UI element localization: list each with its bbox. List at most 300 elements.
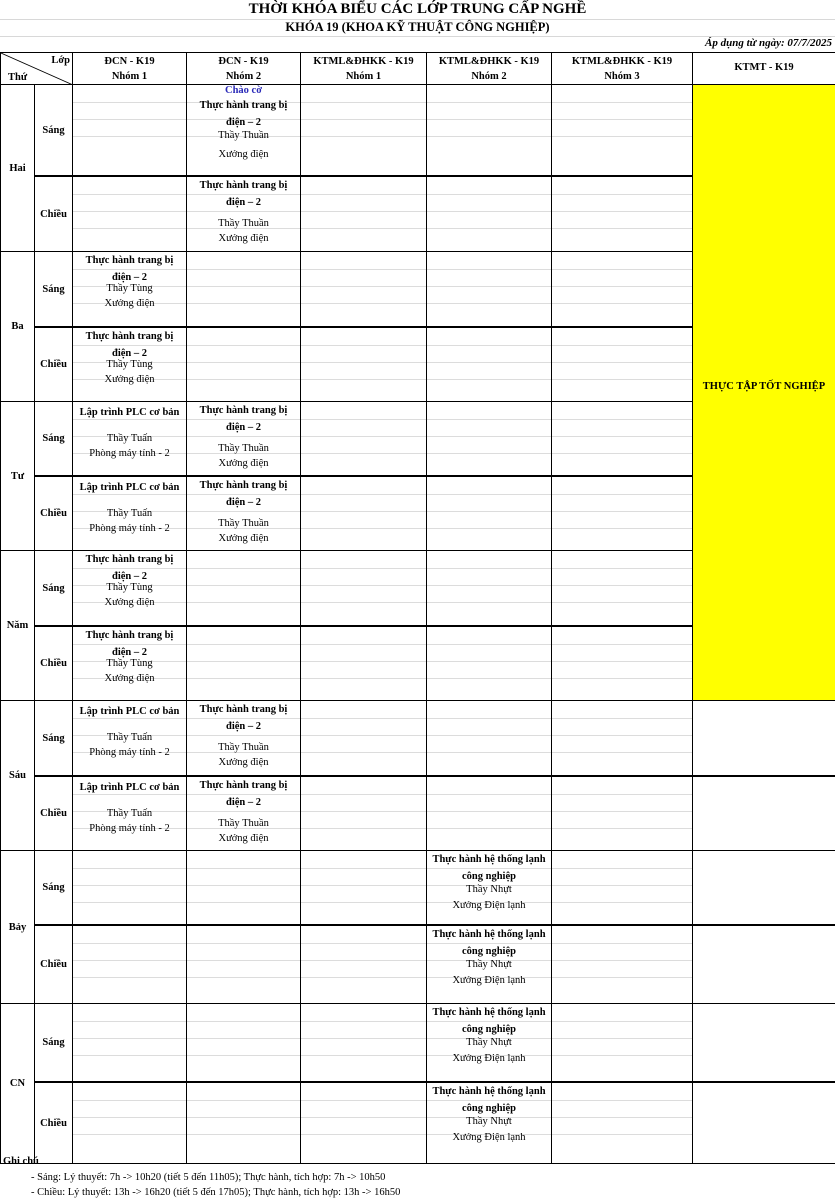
subject-name: Thực hành hệ thống lạnh công nghiệp: [432, 1086, 546, 1114]
room-name: Xưởng điện: [104, 298, 155, 309]
cell-content: [552, 328, 692, 401]
cell-gridline: [427, 419, 551, 420]
session-morning: Sáng: [35, 551, 73, 627]
cell-gridline: [552, 828, 692, 829]
cell-gridline: [427, 494, 551, 495]
schedule-cell: [301, 626, 427, 701]
corner-day-label: Thứ: [8, 72, 28, 83]
cell-content: [187, 701, 300, 775]
cell-content: [187, 926, 300, 1003]
cell-content: [187, 402, 300, 475]
teacher-name: Thầy Thuần: [218, 443, 269, 454]
cell-gridline: [552, 943, 692, 944]
notes-label: Ghi chú: [3, 1156, 39, 1167]
day-ba: Ba: [1, 252, 35, 402]
cell-gridline: [427, 718, 551, 719]
cell-gridline: [552, 602, 692, 603]
schedule-cell: [301, 85, 427, 177]
col-header-group: Nhóm 1: [111, 71, 148, 82]
cell-content: [73, 701, 186, 775]
session-afternoon: Chiều: [35, 476, 73, 551]
schedule-cell: [552, 1004, 693, 1083]
cell-gridline: [301, 1117, 426, 1118]
schedule-cell: [552, 176, 693, 252]
ktmt-cell: [693, 701, 835, 777]
teacher-name: Thầy Nhựt: [466, 1037, 512, 1048]
cell-content: [552, 851, 692, 924]
cell-content: [187, 551, 300, 625]
cell-gridline: [301, 902, 426, 903]
cell-gridline: [187, 379, 300, 380]
room-name: Xưởng Điện lạnh: [452, 1053, 526, 1064]
session-morning: Sáng: [35, 85, 73, 177]
applied-date: Áp dụng từ ngày: 07/7/2025: [705, 37, 832, 49]
cell-gridline: [187, 436, 300, 437]
cell-content: [301, 328, 426, 401]
cell-content: [187, 177, 300, 251]
cell-gridline: [187, 644, 300, 645]
subject-name: Lập trình PLC cơ bản: [79, 782, 180, 793]
schedule-cell: [427, 626, 552, 701]
cell-content: [427, 926, 551, 1003]
cell-gridline: [552, 585, 692, 586]
room-name: Xưởng điện: [218, 533, 269, 544]
cell-gridline: [187, 960, 300, 961]
subject-name: Thực hành trang bị điện – 2: [199, 780, 288, 808]
cell-gridline: [552, 1100, 692, 1101]
cell-content: [187, 252, 300, 326]
cell-gridline: [301, 960, 426, 961]
schedule-cell: [552, 252, 693, 328]
cell-gridline: [552, 977, 692, 978]
col-header-ktmt: [693, 53, 835, 85]
room-name: Phòng máy tính - 2: [89, 448, 170, 459]
cell-content: [552, 627, 692, 700]
subject-name: Thực hành hệ thống lạnh công nghiệp: [432, 929, 546, 957]
teacher-name: Thầy Tùng: [106, 283, 153, 294]
cell-gridline: [427, 194, 551, 195]
subject-name: Lập trình PLC cơ bản: [79, 407, 180, 418]
cell-content: [427, 627, 551, 700]
header-row: [1, 53, 835, 85]
cell-content: [552, 85, 692, 175]
session-afternoon: Chiều: [35, 327, 73, 402]
cell-content: [73, 1004, 186, 1081]
cell-content: [427, 551, 551, 625]
schedule-cell: [73, 252, 187, 328]
teacher-name: Thầy Thuần: [218, 742, 269, 753]
col-header-class: KTML&ĐHKK - K19: [571, 56, 673, 67]
cell-gridline: [552, 1117, 692, 1118]
subject-name: Thực hành trang bị điện – 2: [85, 331, 174, 359]
schedule-cell: [73, 327, 187, 402]
cell-gridline: [552, 453, 692, 454]
col-header-ktml-n3: [552, 53, 693, 85]
cell-gridline: [301, 644, 426, 645]
schedule-cell: [552, 327, 693, 402]
cell-gridline: [301, 453, 426, 454]
subject-name: Thực hành hệ thống lạnh công nghiệp: [432, 854, 546, 882]
subject-name: Thực hành trang bị điện – 2: [199, 704, 288, 732]
ktmt-cell: [693, 851, 835, 926]
col-header-group: Nhóm 2: [471, 71, 507, 82]
cell-content: [552, 402, 692, 475]
cell-gridline: [301, 602, 426, 603]
col-header-class: ĐCN - K19: [218, 56, 269, 67]
schedule-cell: [552, 1082, 693, 1164]
cell-gridline: [552, 960, 692, 961]
cell-gridline: [73, 1134, 186, 1135]
day-tu: Tư: [1, 402, 35, 551]
col-header-class: ĐCN - K19: [104, 56, 155, 67]
cell-gridline: [427, 568, 551, 569]
col-header-class: KTML&ĐHKK - K19: [438, 56, 540, 67]
subject-name: Lập trình PLC cơ bản: [79, 706, 180, 717]
schedule-cell: [552, 776, 693, 851]
cell-gridline: [427, 511, 551, 512]
cell-content: [301, 1004, 426, 1081]
cell-gridline: [427, 528, 551, 529]
schedule-cell: [552, 551, 693, 627]
session-morning: Sáng: [35, 402, 73, 477]
session-afternoon: Chiều: [35, 626, 73, 701]
cell-gridline: [427, 644, 551, 645]
cell-gridline: [552, 286, 692, 287]
schedule-cell: [73, 551, 187, 627]
schedule-cell: [427, 851, 552, 926]
cell-gridline: [552, 885, 692, 886]
cell-content: [427, 85, 551, 175]
cell-content: [73, 627, 186, 700]
cell-gridline: [427, 436, 551, 437]
cell-gridline: [552, 678, 692, 679]
cell-gridline: [427, 211, 551, 212]
schedule-cell: [73, 1004, 187, 1083]
cell-gridline: [427, 794, 551, 795]
cell-gridline: [427, 661, 551, 662]
cell-gridline: [73, 1038, 186, 1039]
cell-gridline: [301, 1134, 426, 1135]
teacher-name: Thầy Tuấn: [106, 808, 153, 819]
cell-gridline: [552, 362, 692, 363]
cell-gridline: [301, 345, 426, 346]
cell-gridline: [301, 977, 426, 978]
cell-gridline: [552, 661, 692, 662]
schedule-cell: [301, 1004, 427, 1083]
cell-gridline: [552, 102, 692, 103]
cell-gridline: [187, 1100, 300, 1101]
cell-gridline: [427, 228, 551, 229]
cell-gridline: [552, 752, 692, 753]
cell-gridline: [73, 194, 186, 195]
cell-gridline: [552, 868, 692, 869]
notes-afternoon: - Chiều: Lý thuyết: 13h -> 16h20 (tiết 5 đến 17h05); Thực hành, tích hợp: 13h -> 16h50: [31, 1187, 401, 1198]
teacher-name: Thầy Nhựt: [466, 1116, 512, 1127]
schedule-cell: [73, 176, 187, 252]
schedule-cell: [301, 551, 427, 627]
cell-gridline: [427, 811, 551, 812]
room-name: Phòng máy tính - 2: [89, 747, 170, 758]
schedule-cell: [187, 476, 301, 551]
teacher-name: Thầy Tuấn: [106, 433, 153, 444]
room-name: Xưởng Điện lạnh: [452, 900, 526, 911]
cell-gridline: [73, 868, 186, 869]
schedule-cell: [73, 85, 187, 177]
schedule-cell: [187, 551, 301, 627]
cell-gridline: [301, 1100, 426, 1101]
teacher-name: Thầy Tùng: [106, 359, 153, 370]
cell-content: [73, 851, 186, 924]
cell-content: [187, 328, 300, 401]
teacher-name: Thầy Thuần: [218, 218, 269, 229]
schedule-cell: [301, 476, 427, 551]
cell-gridline: [73, 977, 186, 978]
cell-content: [552, 1083, 692, 1163]
schedule-cell: [73, 925, 187, 1004]
schedule-cell: [301, 776, 427, 851]
subject-name: Thực hành hệ thống lạnh công nghiệp: [432, 1007, 546, 1035]
cell-gridline: [552, 494, 692, 495]
cell-content: [427, 777, 551, 850]
cell-content: [552, 777, 692, 850]
cell-gridline: [552, 568, 692, 569]
col-header-class: KTML&ĐHKK - K19: [313, 56, 414, 67]
col-header-dcn-n2: [187, 53, 301, 85]
cell-gridline: [427, 362, 551, 363]
schedule-cell: [427, 551, 552, 627]
cell-gridline: [301, 585, 426, 586]
cell-gridline: [301, 811, 426, 812]
schedule-cell: [427, 701, 552, 777]
cell-gridline: [301, 735, 426, 736]
schedule-cell: [187, 701, 301, 777]
teacher-name: Thầy Thuần: [218, 130, 269, 141]
room-name: Xưởng điện: [218, 233, 269, 244]
room-name: Xưởng điện: [218, 149, 269, 160]
schedule-cell: [301, 327, 427, 402]
cell-content: [187, 851, 300, 924]
col-header-group: Nhóm 3: [604, 71, 640, 82]
cell-content: [301, 777, 426, 850]
cell-gridline: [427, 102, 551, 103]
cell-content: [301, 701, 426, 775]
cell-gridline: [552, 528, 692, 529]
teacher-name: Thầy Tùng: [106, 658, 153, 669]
cell-gridline: [552, 345, 692, 346]
cell-gridline: [301, 379, 426, 380]
subject-name: Thực hành trang bị điện – 2: [199, 480, 288, 508]
schedule-cell: [552, 626, 693, 701]
cell-gridline: [427, 136, 551, 137]
cell-gridline: [187, 568, 300, 569]
cell-gridline: [552, 228, 692, 229]
session-afternoon: Chiều: [35, 176, 73, 252]
schedule-row: [1, 851, 835, 926]
cell-gridline: [187, 661, 300, 662]
schedule-cell: [552, 851, 693, 926]
cell-gridline: [427, 678, 551, 679]
teacher-name: Thầy Thuần: [218, 518, 269, 529]
cell-content: [73, 177, 186, 251]
cell-gridline: [301, 136, 426, 137]
cell-gridline: [73, 102, 186, 103]
cell-content: [301, 851, 426, 924]
cell-content: [427, 252, 551, 326]
cell-gridline: [427, 828, 551, 829]
cell-gridline: [187, 868, 300, 869]
cell-content: [552, 551, 692, 625]
cell-content: [552, 177, 692, 251]
cell-gridline: [301, 868, 426, 869]
cell-content: [427, 1083, 551, 1163]
schedule-cell: [187, 1082, 301, 1164]
teacher-name: Thầy Thuần: [218, 818, 269, 829]
schedule-cell: [427, 476, 552, 551]
cell-content: [427, 328, 551, 401]
cell-gridline: [301, 494, 426, 495]
corner-class-label: Lớp: [51, 55, 70, 66]
schedule-cell: [187, 925, 301, 1004]
schedule-cell: [427, 925, 552, 1004]
schedule-row: [1, 1004, 835, 1083]
cell-gridline: [552, 718, 692, 719]
schedule-cell: [73, 626, 187, 701]
cell-gridline: [301, 511, 426, 512]
cell-content: [552, 1004, 692, 1081]
col-header-ktml-n2: [427, 53, 552, 85]
cell-gridline: [301, 943, 426, 944]
cell-gridline: [187, 511, 300, 512]
subject-name: Thực hành trang bị điện – 2: [85, 630, 174, 658]
cell-gridline: [552, 379, 692, 380]
schedule-cell: [427, 327, 552, 402]
cell-content: [552, 477, 692, 550]
cell-content: [552, 926, 692, 1003]
session-morning: Sáng: [35, 252, 73, 328]
ktmt-cell: [693, 1004, 835, 1083]
cell-gridline: [427, 453, 551, 454]
subject-name: Thực hành trang bị điện – 2: [85, 554, 174, 582]
cell-gridline: [301, 211, 426, 212]
cell-gridline: [187, 1055, 300, 1056]
cell-content: [301, 477, 426, 550]
cell-gridline: [187, 678, 300, 679]
cell-gridline: [187, 811, 300, 812]
cell-gridline: [552, 1021, 692, 1022]
cell-gridline: [301, 436, 426, 437]
day-bay: Bảy: [1, 851, 35, 1004]
cell-gridline: [552, 194, 692, 195]
schedule-cell: [301, 176, 427, 252]
cell-content: [427, 177, 551, 251]
schedule-cell: [187, 851, 301, 926]
schedule-cell: [187, 176, 301, 252]
schedule-cell: [301, 701, 427, 777]
cell-gridline: [73, 119, 186, 120]
schedule-row: [1, 776, 835, 851]
schedule-cell: [187, 776, 301, 851]
timetable: [0, 52, 835, 1164]
cell-gridline: [301, 269, 426, 270]
room-name: Xưởng điện: [104, 597, 155, 608]
cell-gridline: [301, 794, 426, 795]
cell-gridline: [301, 194, 426, 195]
cell-content: [187, 477, 300, 550]
session-morning: Sáng: [35, 851, 73, 926]
day-nam: Năm: [1, 551, 35, 701]
cell-content: [187, 1004, 300, 1081]
cell-gridline: [187, 902, 300, 903]
cell-gridline: [552, 644, 692, 645]
col-header-ktml-n1: [301, 53, 427, 85]
schedule-cell: [427, 1082, 552, 1164]
subject-name: Thực hành trang bị điện – 2: [199, 405, 288, 433]
cell-gridline: [301, 718, 426, 719]
cell-content: [187, 627, 300, 700]
cell-gridline: [552, 436, 692, 437]
cell-gridline: [187, 303, 300, 304]
cell-content: [73, 402, 186, 475]
subject-name: Thực hành trang bị điện – 2: [199, 100, 288, 128]
ktmt-cell: [693, 1082, 835, 1164]
cell-gridline: [552, 811, 692, 812]
cell-gridline: [552, 1134, 692, 1135]
schedule-cell: [301, 1082, 427, 1164]
schedule-cell: [427, 85, 552, 177]
cell-content: [301, 1083, 426, 1163]
cell-gridline: [73, 136, 186, 137]
cell-gridline: [552, 136, 692, 137]
room-name: Xưởng Điện lạnh: [452, 975, 526, 986]
flag-ceremony: Chào cờ: [224, 85, 263, 96]
cell-gridline: [427, 119, 551, 120]
col-header-dcn-n1: [73, 53, 187, 85]
cell-gridline: [73, 211, 186, 212]
schedule-cell: [301, 252, 427, 328]
session-morning: Sáng: [35, 1004, 73, 1083]
cell-gridline: [427, 602, 551, 603]
cell-gridline: [187, 943, 300, 944]
cell-content: [73, 328, 186, 401]
schedule-cell: [73, 476, 187, 551]
cell-content: [73, 252, 186, 326]
room-name: Xưởng điện: [218, 833, 269, 844]
cell-gridline: [552, 303, 692, 304]
teacher-name: Thầy Tuấn: [106, 508, 153, 519]
cell-gridline: [187, 735, 300, 736]
day-hai: Hai: [1, 85, 35, 252]
schedule-cell: [187, 252, 301, 328]
schedule-cell: [427, 776, 552, 851]
cell-content: [301, 926, 426, 1003]
session-afternoon: Chiều: [35, 925, 73, 1004]
cell-content: [187, 1083, 300, 1163]
cell-gridline: [552, 419, 692, 420]
schedule-cell: [552, 402, 693, 477]
schedule-cell: [187, 85, 301, 177]
cell-gridline: [301, 119, 426, 120]
room-name: Phòng máy tính - 2: [89, 823, 170, 834]
cell-gridline: [301, 228, 426, 229]
cell-gridline: [73, 885, 186, 886]
subject-name: Thực hành trang bị điện – 2: [199, 180, 288, 208]
schedule-cell: [427, 252, 552, 328]
schedule-cell: [427, 402, 552, 477]
cell-gridline: [427, 379, 551, 380]
cell-gridline: [187, 345, 300, 346]
teacher-name: Thầy Tuấn: [106, 732, 153, 743]
cell-content: [187, 777, 300, 850]
